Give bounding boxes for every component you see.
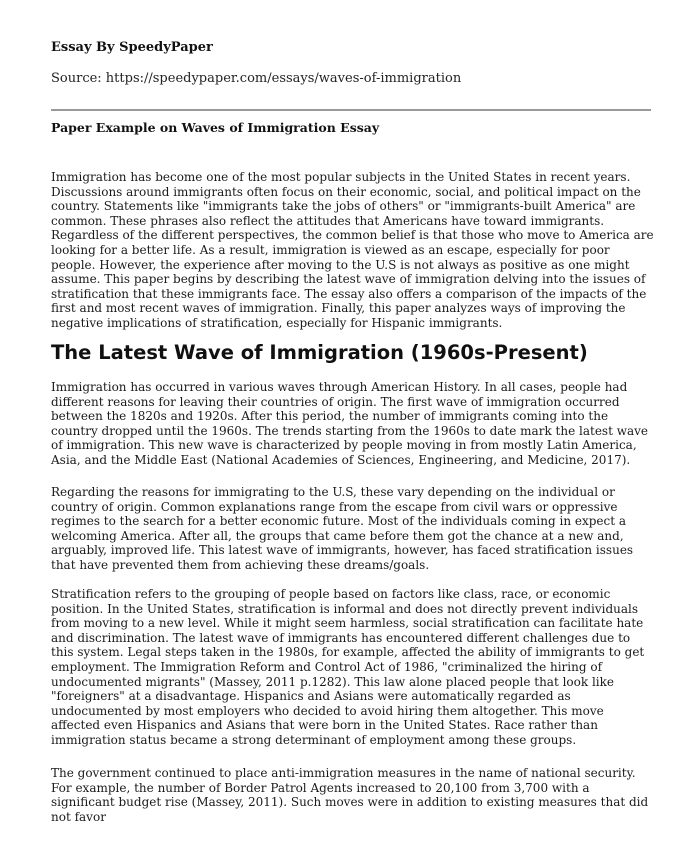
source-line: Source: https://speedypaper.com/essays/waves-of-immigration [51, 71, 462, 86]
header-divider [51, 109, 651, 111]
section-heading: The Latest Wave of Immigration (1960s-Present) [51, 341, 588, 364]
body-paragraph: The government continued to place anti-immigration measures in the name of national security. For example, the number of Border Patrol Agents increased to 20,100 from 3,700 with a significant budget rise (Massey, 2011). Such moves were in addition to existing measures that did not favor [51, 766, 649, 824]
document-title: Paper Example on Waves of Immigration Essay [51, 120, 380, 135]
intro-paragraph: Immigration has become one of the most popular subjects in the United States in recent years. Discussions around immigrants often focus on their economic, social, and political impact on the country. Statements like "immigrants take the jobs of others" or "immigrants-built America" are common. These phrases also reflect the attitudes that Americans have toward immigrants. Regardless of the different perspectives, the common belief is that those who move to America are looking for a better life. As a result, immigration is viewed as an escape, especially for poor people. However, the experience after moving to the U.S is not always as positive as one might assume. This paper begins by describing the latest wave of immigration delving into the issues of stratification that these immigrants face. The essay also offers a comparison of the impacts of the first and most recent waves of immigration. Finally, this paper analyzes ways of improving the negative implications of stratification, especially for Hispanic immigrants. [51, 170, 654, 330]
body-paragraph: Stratification refers to the grouping of people based on factors like class, race, or economic position. In the United States, stratification is informal and does not directly prevent individuals from moving to a new level. While it might seem harmless, social stratification can facilitate hate and discrimination. The latest wave of immigrants has encountered different challenges due to this system. Legal steps taken in the 1980s, for example, affected the ability of immigrants to get employment. The Immigration Reform and Control Act of 1986, "criminalized the hiring of undocumented migrants" (Massey, 2011 p.1282). This law alone placed people that look like "foreigners" at a disadvantage. Hispanics and Asians were automatically regarded as undocumented by most employers who decided to avoid hiring them altogether. This move affected even Hispanics and Asians that were born in the United States. Race rather than immigration status became a strong determinant of employment among these groups. [51, 587, 645, 747]
body-paragraph: Immigration has occurred in various waves through American History. In all cases, people had different reasons for leaving their countries of origin. The first wave of immigration occurred between the 1820s and 1920s. After this period, the number of immigrants coming into the country dropped until the 1960s. The trends starting from the 1960s to date mark the latest wave of immigration. This new wave is characterized by people moving in from mostly Latin America, Asia, and the Middle East (National Academies of Sciences, Engineering, and Medicine, 2017). [51, 380, 649, 467]
body-paragraph: Regarding the reasons for immigrating to the U.S, these vary depending on the individual or country of origin. Common explanations range from the escape from civil wars or oppressive regimes to the search for a better economic future. Most of the individuals coming in expect a welcoming America. After all, the groups that came before them got the chance at a new and, arguably, improved life. This latest wave of immigrants, however, has faced stratification issues that have prevented them from achieving these dreams/goals. [51, 485, 634, 572]
brand-label: Essay By SpeedyPaper [51, 40, 213, 55]
